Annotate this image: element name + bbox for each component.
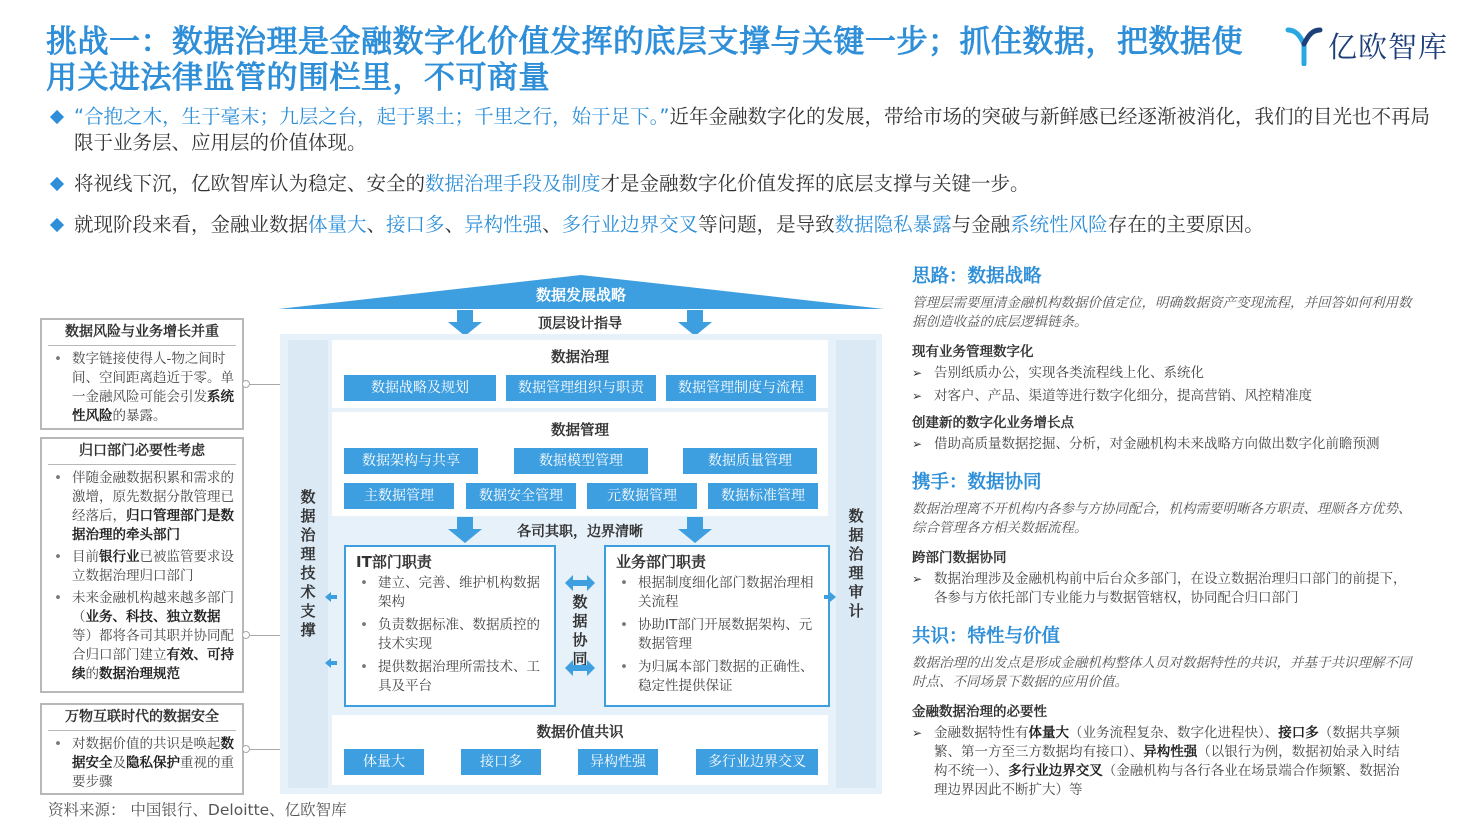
list-item [912, 570, 1412, 608]
bullet-text: 就现阶段来看，金融业数据 [74, 213, 309, 236]
chip: 体量大 [344, 749, 424, 775]
chip: 数据战略及规划 [344, 375, 496, 401]
chip: 接口多 [461, 749, 541, 775]
list-item-text: 数字链接使得人-物之间时间、空间距离趋近于零。单一金融风险可能会引发 [72, 351, 234, 405]
list-item-text: 数据治理规范 [99, 666, 180, 682]
list-item-text: 重视的重要步骤 [72, 755, 234, 790]
right-list [912, 570, 1412, 608]
right-section-intro: 管理层需要厘清金融机构数据价值定位，明确数据资产变现流程，并回答如何利用数据创造收益的底层逻辑链条。 [912, 295, 1412, 330]
list-item [52, 469, 234, 545]
it-dept-title: IT部门职责 [356, 553, 432, 571]
chip: 数据架构与共享 [344, 448, 478, 474]
left-panel-department [40, 437, 244, 693]
biz-dept-title: 业务部门职责 [616, 553, 707, 571]
list-item [912, 387, 1412, 406]
right-audit-column [836, 340, 876, 788]
right-section-heading: 思路：数据战略 [912, 266, 1042, 287]
list-item-text: 数据治理涉及金融机构前中后台众多部门，在设立数据治理归口部门的前提下，各参与方依托部门专业能力与数据管辖权，协同配合归口部门 [934, 571, 1407, 606]
source-note: 资料来源： 中国银行、Deloitte、亿欧智库 [48, 801, 347, 819]
chip: 数据标准管理 [708, 483, 818, 509]
list-item: • 建立、完善、维护机构数据架构 [358, 574, 546, 612]
biz-dept-box [604, 545, 830, 707]
logo-text: 亿欧智库 [1328, 29, 1449, 64]
list-item-text: 目前 [72, 549, 99, 565]
right-subheading: 金融数据治理的必要性 [912, 704, 1047, 720]
list-item-text: 已被监管要求设立数据治理归口部门 [72, 549, 234, 584]
page-title: 挑战一：数据治理是金融数字化价值发挥的底层支撑与关键一步；抓住数据，把数据使用关进法律监管的围栏里，不可商量 [46, 24, 1243, 96]
list-item-text: 业务、科技、独立数据 [85, 609, 221, 625]
yiou-logo-icon [1284, 24, 1324, 66]
chip: 异构性强 [578, 749, 658, 775]
down-arrow-icon [448, 310, 482, 336]
list-item-text: 多行业边界交叉 [1008, 763, 1103, 779]
list-item: • 负责数据标准、数据质控的技术实现 [358, 616, 546, 654]
list-item-text: 隐私保护 [126, 755, 180, 771]
list-item-text: 对客户、产品、渠道等进行数字化细分，提高营销、风控精准度 [934, 388, 1312, 404]
chip: 数据管理组织与职责 [506, 375, 656, 401]
left-panel-title: 归口部门必要性考虑 [48, 439, 236, 465]
list-item [912, 724, 1412, 800]
left-support-column [288, 340, 328, 788]
chip: 多行业边界交叉 [696, 749, 818, 775]
right-arrow-icon [824, 592, 836, 602]
list-item-text: 告别纸质办公，实现各类流程线上化、系统化 [934, 365, 1204, 381]
bullet-text: 等问题，是导致 [698, 213, 835, 236]
strategy-label: 数据发展战略 [535, 286, 626, 304]
bullet-text: 与金融 [951, 213, 1011, 236]
list-item-text: 有效、可持续 [72, 647, 234, 682]
highlight-text: 体量大 [308, 213, 367, 236]
list-item [52, 350, 234, 426]
list-item: • 根据制度细化部门数据治理相关流程 [618, 574, 820, 612]
bullet-text: 近年金融数字化的发展，带给市场的突破与新鲜感已经逐渐被消化，我们的目光也不再局限于业务层、应用层的价值体现。 [74, 105, 1430, 154]
left-panel-list [42, 731, 242, 799]
double-arrow-icon [565, 575, 595, 591]
list-item-text: （金融机构与各行各业在场景端合作频繁、数据治理边界因此不断扩大）等 [934, 763, 1400, 798]
list-item-text: 的暴露。 [112, 408, 167, 424]
list-item: • 为归属本部门数据的正确性、稳定性提供保证 [618, 658, 820, 696]
right-section-heading: 携手：数据协同 [912, 472, 1042, 493]
right-list [912, 724, 1412, 800]
chip: 数据模型管理 [514, 448, 648, 474]
list-item-text: 等）都将各司其职并协同配合归口部门建立 [72, 628, 234, 663]
down-arrow-icon [678, 310, 712, 336]
highlight-text: “合抱之木，生于毫末；九层之台，起于累土；千里之行，始于足下。” [74, 105, 670, 128]
list-item-text: （数据共享频繁、第一方至三方数据均有接口）、 [934, 725, 1400, 760]
highlight-text: 多行业边界交叉 [561, 213, 699, 236]
list-item: • 提供数据治理所需技术、工具及平台 [358, 658, 546, 696]
list-item-text: 伴随金融数据积累和需求的激增，原先数据分散管理已经落后， [72, 470, 234, 524]
list-item-text: 银行业 [99, 549, 140, 565]
chip: 元数据管理 [587, 483, 697, 509]
highlight-text: 系统性风险 [1010, 213, 1108, 236]
left-panel-security [40, 703, 244, 795]
left-panel-title: 数据风险与业务增长并重 [48, 320, 236, 346]
right-subheading: 创建新的数字化业务增长点 [912, 415, 1074, 431]
it-dept-box [344, 545, 556, 707]
left-panel-list [42, 346, 242, 433]
left-arrow-icon [325, 592, 337, 602]
list-item-text: 系统性风险 [72, 389, 234, 424]
left-arrow-icon [325, 658, 337, 668]
collab-label: 数据协同 [572, 593, 588, 668]
section-title: 数据价值共识 [536, 725, 624, 741]
list-item-text: 的 [85, 666, 99, 682]
highlight-text: 接口多 [386, 213, 445, 236]
brand-logo [1284, 24, 1448, 66]
highlight-text: 数据治理手段及制度 [425, 172, 601, 195]
down-arrow-icon [448, 517, 482, 543]
down-arrow-icon [678, 517, 712, 543]
list-item-text: 归口管理部门是数据治理的牵头部门 [72, 508, 234, 543]
highlight-text: 异构性强 [464, 213, 543, 236]
left-panel-list [42, 465, 242, 691]
responsibility-label: 各司其职，边界清晰 [517, 524, 643, 540]
bullet-text: 才是金融数字化价值发挥的底层支撑与关键一步。 [600, 172, 1030, 195]
list-item [52, 735, 234, 792]
list-item-text: 异构性强 [1143, 744, 1198, 760]
left-panel-risk [40, 318, 244, 430]
it-dept-list [346, 574, 554, 696]
double-arrow-icon [565, 660, 595, 676]
list-item-text: （以银行为例，数据初始录入时结构不统一）、 [934, 744, 1400, 779]
bullet-text: 将视线下沉，亿欧智库认为稳定、安全的 [74, 172, 426, 195]
right-list [912, 364, 1412, 406]
bullet-text: 存在的主要原因。 [1107, 213, 1264, 236]
audit-label: 数据治理审计 [848, 507, 864, 620]
chip: 主数据管理 [344, 483, 454, 509]
connector-dot [242, 380, 250, 388]
list-item [52, 589, 234, 684]
tech-support-label: 数据治理技术支撑 [300, 488, 316, 639]
chip: 数据安全管理 [466, 483, 576, 509]
list-item-text: 体量大 [1028, 725, 1069, 741]
intro-bullets [48, 104, 1448, 253]
list-item-text: 数据安全 [72, 736, 234, 771]
list-item [912, 364, 1412, 383]
connector-dot [242, 745, 250, 753]
list-item: • 协助IT部门开展数据架构、元数据管理 [618, 616, 820, 654]
list-item-text: 借助高质量数据挖掘、分析，对金融机构未来战略方向做出数字化前瞻预测 [934, 436, 1380, 452]
bullet-text: 、 [444, 213, 465, 236]
chip: 数据管理制度与流程 [666, 375, 816, 401]
connector-dot [242, 631, 250, 639]
right-section-intro: 数据治理离不开机构内各参与方协同配合，机构需要明晰各方职责、理顺各方优势、综合管理各方相关数据流程。 [912, 501, 1412, 536]
highlight-text: 数据隐私暴露 [834, 213, 952, 236]
right-section-intro: 数据治理的出发点是形成金融机构整体人员对数据特性的共识，并基于共识理解不同时点、不同场景下数据的应用价值。 [912, 655, 1412, 690]
list-item-text: 金融数据特性有 [934, 725, 1029, 741]
list-item-text: 未来金融机构越来越多部门（ [72, 590, 234, 625]
top-design-label: 顶层设计指导 [538, 316, 622, 332]
intro-bullet [48, 171, 1448, 197]
list-item-text: （业务流程复杂、数字化进程快）、 [1069, 725, 1279, 741]
intro-bullet [48, 212, 1448, 238]
right-list [912, 435, 1412, 454]
right-column [912, 262, 1412, 805]
right-subheading: 跨部门数据协同 [912, 550, 1007, 566]
list-item [52, 548, 234, 586]
left-panel-title: 万物互联时代的数据安全 [48, 705, 236, 731]
intro-bullet [48, 104, 1448, 156]
list-item [912, 435, 1412, 454]
list-item-text: 及 [112, 755, 126, 771]
right-subheading: 现有业务管理数字化 [912, 344, 1034, 360]
section-title: 数据管理 [551, 423, 609, 439]
chip: 数据质量管理 [683, 448, 817, 474]
bullet-text: 、 [542, 213, 562, 236]
biz-dept-list [606, 574, 828, 696]
section-title: 数据治理 [551, 350, 609, 366]
right-section-heading: 共识：特性与价值 [912, 626, 1061, 647]
list-item-text: 接口多 [1278, 725, 1319, 741]
bullet-text: 、 [366, 213, 387, 236]
list-item-text: 对数据价值的共识是唤起 [72, 736, 221, 752]
